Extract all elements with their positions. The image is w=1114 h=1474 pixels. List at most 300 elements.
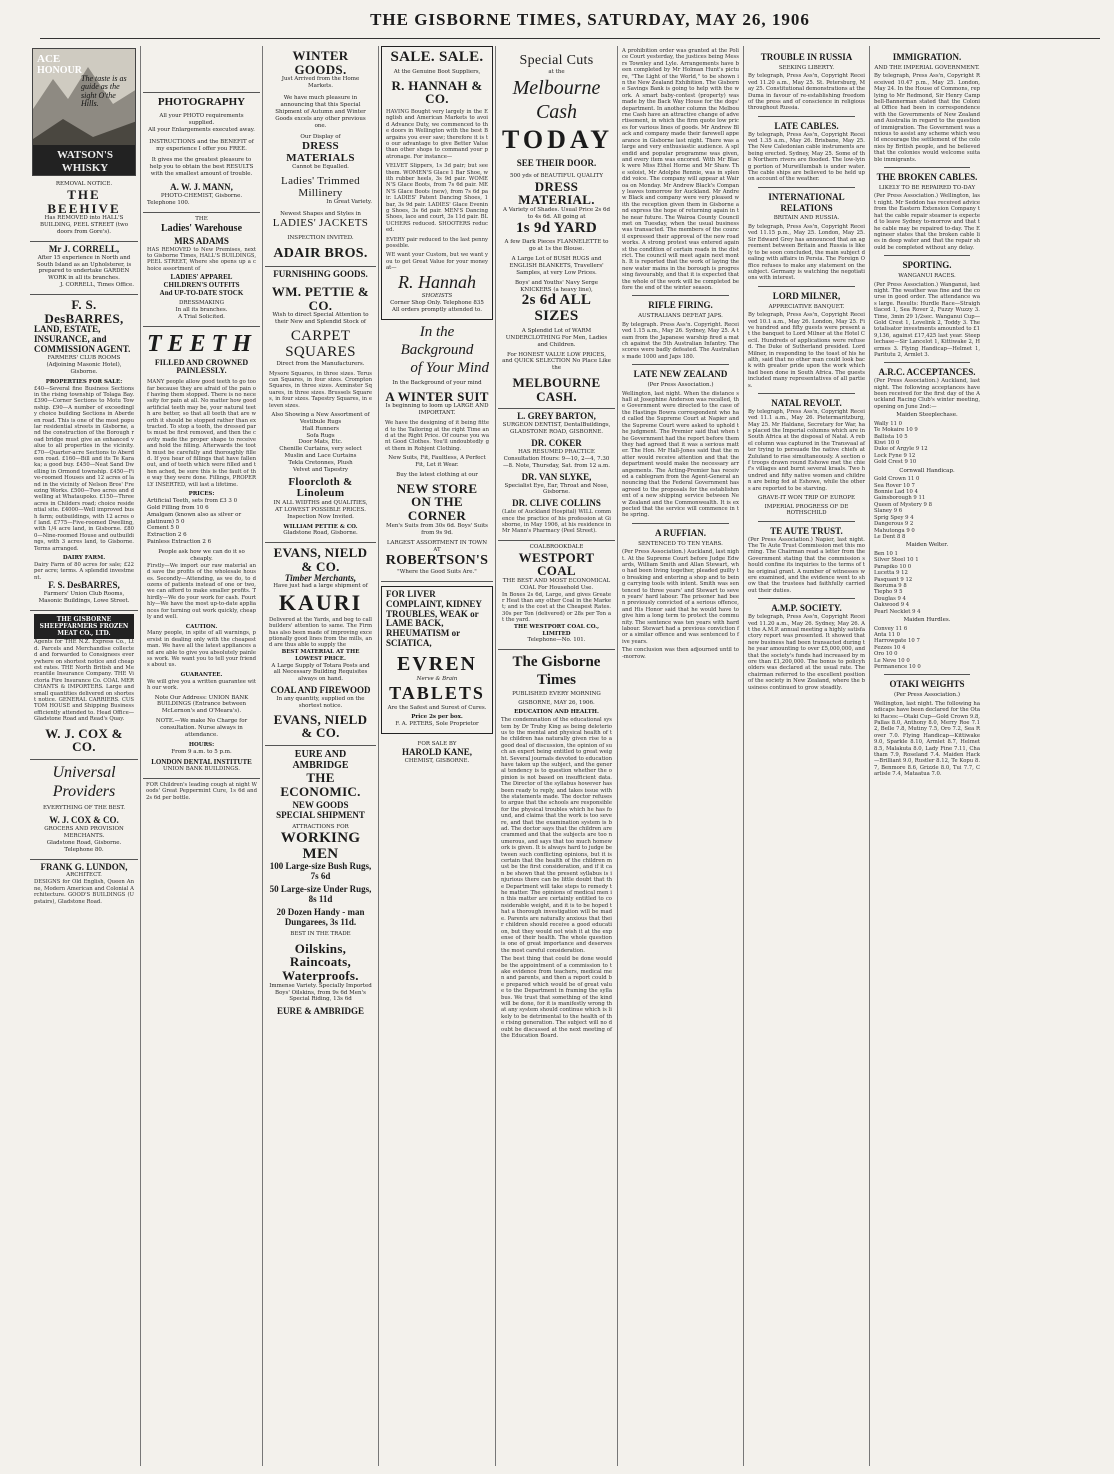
westport-coal-text: In Boxes 2s 6d, Large, and gives Greater Heat than any other Coal in the Market; and is the cost at the Cheapest Rates. 30s per Ton (delivered) or 28s per Ton at the yard. <box>502 591 611 624</box>
trial-text: A Trial Solicited. <box>178 313 225 320</box>
background-subtitle: In the Background of your mind <box>392 379 482 386</box>
eure-ad <box>265 746 376 1022</box>
rifle-text: By telegraph. Press Ass'n. Copyright. Received 1.15 a.m., May 26. Sydney, May 25. A team from the Japanese warship fired a match against the 5th Australian Infantry. The scores were badly defeated. The Australians made 1000 and Japs 180. <box>622 321 739 360</box>
largest-text: LARGEST ASSORTMENT IN TOWN AT <box>386 540 488 554</box>
times-subtitle: PUBLISHED EVERY MORNING <box>512 691 601 698</box>
cough-cure-note: FOR Children's leading cough at night Woods' Great Peppermint Cure, 1s 6d and 2s 6d per bottle. <box>146 782 257 801</box>
barton-name: L. GREY BARTON, <box>517 411 596 422</box>
coker-hours: Consultation Hours: 9—10, 2—4, 7.30—8. Note, Thursday, Sat. from 12 a.m. <box>503 455 610 469</box>
liver-complaint-text: FOR LIVER COMPLAINT, KIDNEY TROUBLES, WEAK or LAME BACK, RHEUMATISM or SCIATICA, <box>386 588 482 649</box>
teeth-ad <box>143 327 260 779</box>
kauri-title: KAURI <box>278 590 363 616</box>
adams-text: HAS REMOVED to New Premises, next to Gisborne Times, HALL'S BUILDINGS, PEEL STREET, Where she opens up a choice assortment of <box>147 246 256 272</box>
arc-text: (Per Press Association.) Auckland, last night. The following acceptances have been received for the first day of the Auckland Racing Club's winter meeting, opening on June 2nd:— <box>874 378 980 410</box>
welter-heading: Maiden Welter. <box>905 542 949 549</box>
winter-suit-subtitle: Is beginning to loom up LARGE AND IMPORTANT. <box>385 403 489 417</box>
entry-line: Douglas 9 4 <box>874 595 906 602</box>
column-4 <box>381 46 493 1466</box>
price-1s9d: 1s 9d YARD <box>515 219 598 236</box>
newest-text: Newest Shapes and Styles in <box>280 211 361 218</box>
coal-firewood-title: COAL AND FIREWOOD <box>270 685 371 696</box>
amp-text: By telegraph, Press Ass'n, Copyright Received 11.20 a.m., May 26. Sydney, May 26. At the A.M.P. annual meeting a highly satisfactory report was presented. It showed that new business had been transacted during the year amounting to over £5,000,000, and that the society's funds had increased by more than £1,200,000. The bonus to policyholders was declared at the usual rate. The chairman referred to the excellent position of the society in New Zealand, where the business continued to grow steadily. <box>748 614 865 691</box>
editorial <box>498 650 615 1042</box>
masthead-rule <box>40 38 1100 39</box>
column-2 <box>143 46 260 1466</box>
entry-line: Gold Crown 11 0 <box>874 476 920 483</box>
display-text: Our Display of <box>300 134 341 141</box>
cox-name: W. J. COX & CO. <box>49 815 119 826</box>
economic-title: THE ECONOMIC. <box>280 770 361 799</box>
price-line: Extraction 2 6 <box>147 532 187 539</box>
desbarres-title: F. S. DesBARRES, <box>44 297 124 326</box>
times-masthead: The Gisborne Times <box>512 654 601 689</box>
desbarres-ad <box>30 295 138 611</box>
winter-suit-text: We have the designing of it being fitted to the Tailoring at the right Time and at the Right Price. Of course you want Good Clothes. You'll undoubtedly get them in Robjent Clothing. <box>385 420 489 452</box>
kane-name: HAROLD KANE, <box>401 747 472 758</box>
background-title: In the Background <box>400 323 474 358</box>
hurdles-heading: Maiden Hurdles. <box>903 616 951 623</box>
westport-telephone: Telephone—No. 101. <box>527 637 586 644</box>
adair-title: ADAIR BROS. <box>273 245 368 261</box>
assortment-item: Hall Runners <box>302 425 339 432</box>
column-divider <box>617 46 618 1466</box>
entry-line: Le Neve 10 0 <box>874 657 910 664</box>
frozen-meat-text: Agents for THE N.Z. Express Co., Ltd. Parcels and Merchandise collected and forwarded to Consignees everywhere on shortest notice and cheapest rates. THE North British and Mercantile Insurance Company. THE Victoria Fire Insurance Co. COAL MERCHANTS & IMPORTERS. Large and small quantities delivered on shortest notice. GENERAL CARRIERS. CUSTOM HOUSE and Shipping Business efficiently attended to. Head Office—Gladstone Road and Read's Quay. <box>34 639 134 723</box>
winter-goods-title: WINTER GOODS. <box>292 48 349 77</box>
hours-heading: HOURS: <box>188 741 215 748</box>
immigration-subheading: AND THE IMPERIAL GOVERNMENT. <box>874 64 980 71</box>
entry-line: Ballista 10 5 <box>874 433 908 440</box>
entry-line: Kiwi 10 0 <box>874 440 900 447</box>
adair-ad <box>265 46 376 267</box>
flat-heading: Cornwall Handicap. <box>899 467 955 474</box>
union-bank-text: UNION BANK BUILDINGS. <box>163 766 240 773</box>
imperial-text: IMPERIAL PROGRESS OF DE ROTHSCHILD <box>764 503 849 517</box>
photo-line: It gives me the greatest pleasure to help you to obtain the best RESULTS with the smallest amount of trouble. <box>149 157 254 178</box>
desbarres-line: COMMISSION AGENT. <box>34 344 131 355</box>
melbourne-cash-ad <box>498 46 615 409</box>
best-material-text: BEST MATERIAL AT THE LOWEST PRICE. <box>281 648 360 662</box>
direct-text: Direct from the Manufacturers. <box>276 360 365 367</box>
trouble-heading: TROUBLE IN RUSSIA <box>760 52 853 62</box>
honour-text: HONOUR <box>37 65 82 76</box>
price-line: Artificial Teeth, sets from £3 3 0 <box>147 497 238 504</box>
milner-text: By telegraph, Press Ass'n, Copyright Received 10.1 a.m., May 26. London, May 25. Five hundred and fifty guests were present at the banquet to Lord Milner at the Hotel Cecil. Hundreds of applications were refused. The Duke of Sutherland presided. Lord Milner, in responding to the toast of his health, said that no other man could look back with greater pride upon the work which had been done in South Africa. The guests included many representatives of all parties. <box>748 312 865 389</box>
entry-line: Parapiko 10 0 <box>874 563 912 570</box>
lnz-heading: LATE NEW ZEALAND <box>633 369 728 380</box>
assortment-item: Chenille Curtains, very select <box>279 446 362 453</box>
entry-line: Oro 10 0 <box>874 651 898 658</box>
education-heading: EDUCATION AND HEALTH. <box>514 708 599 715</box>
otaki-subheading: (Per Press Association.) <box>894 692 960 699</box>
fashion-text: New Suits, Fit, Faultless, A Perfect Fit, Let it Wear. <box>388 455 486 469</box>
entry-line: Convey 11 6 <box>874 625 908 632</box>
slyke-name: DR. VAN SLYKE, <box>521 471 592 482</box>
painlessly-text: PAINLESSLY. <box>176 366 227 376</box>
new-store-title: NEW STORE ON THE CORNER <box>396 480 478 524</box>
sale-subtitle: At the Genuine Boot Suppliers, <box>393 68 481 75</box>
want-text: WE want your Custom, but we want you to get Great Value for your money at— <box>386 252 488 272</box>
floorcloth-title: Floorcloth & Linoleum <box>288 475 353 500</box>
address-note: Note Our Address: UNION BANK BUILDINGS (Entrance between McLernon's and O'Meara's). <box>154 694 249 715</box>
ruffian-heading: A RUFFIAN. <box>655 527 706 538</box>
hannah-text: HAVING Bought very largely in the English and American Markets to avoid Advance Duty, we commenced to the doors in Wellington with the best Bargains you ever saw; therefore it is to our advantage to give Better Value than other shops to command your patronage. For instance— <box>386 108 488 160</box>
pettie-name: WILLIAM PETTIE & CO. <box>283 523 358 530</box>
desbarres-address: FARMERS' CLUB ROOMS (Adjoining Masonic Hotel), Gisborne. <box>46 355 122 375</box>
lundon-subtitle: ARCHITECT. <box>66 872 102 879</box>
mann-telephone: Telephone 100. <box>147 199 190 206</box>
assortment-text: Also Showing a New Assortment of <box>271 411 370 418</box>
squares-title: SQUARES <box>285 343 356 360</box>
times-date: GISBORNE, MAY 26, 1906. <box>518 699 595 706</box>
entry-line: Anta 11 0 <box>874 631 901 638</box>
westport-coal-ad <box>498 541 615 651</box>
caution-text: Many people, in spite of all warnings, persist in dealing only with the cheapest man. We have all the latest appliances and are able to give you absolutely painless work. We want you to tell your friends about us. <box>147 630 256 669</box>
melbourne-cash-name: MELBOURNE CASH. <box>512 375 601 404</box>
timber-text: Timber Merchants, <box>284 572 357 583</box>
lnz-subheading: (Per Press Association.) <box>647 382 714 389</box>
barton-subtitle: SURGEON DENTIST, DentalBuildings, GLADSTONE ROAD, GISBORNE. <box>502 422 611 436</box>
column-7 <box>746 46 867 1466</box>
jackets-title: LADIES' JACKETS <box>272 217 369 230</box>
childrens-text: CHILDREN'S OUTFITS <box>163 280 240 289</box>
entry-line: Tiepho 9 5 <box>874 589 903 596</box>
photo-line: All your Enlargements executed away. <box>148 126 255 133</box>
entry-line: Ikoruma 9 8 <box>874 582 907 589</box>
entry-line: Lock Fyne 9 12 <box>874 452 916 459</box>
coker-name: DR. COKER <box>531 438 582 449</box>
entry-line: Ben 10 1 <box>874 550 898 557</box>
cables-text: By telegraph, Press Ass'n, Copyright Received 1.35 a.m., May 26. Brisbane, May 25. The New Caledonian cable instruments are being erected. Sydney, May 25. Some of the Northern rivers are flooded. The low-lying portion of Murwillumbah is under water. The cable ships are believed to be held up on account of the weather. <box>748 131 865 183</box>
lundon-name: FRANK G. LUNDON, <box>40 861 128 872</box>
new-store-subtitle: Men's Suits from 30s 6d. Boys' Suits from 9s 9d. <box>385 522 489 536</box>
mann-subtitle: PHOTO-CHEMIST, Gisborne. <box>160 192 243 199</box>
people-text: People ask how we can do it so cheaply. <box>158 549 245 562</box>
entry-line: Gainsborough 9 11 <box>874 495 926 502</box>
milner-heading: LORD MILNER, <box>772 290 841 301</box>
desbarres-line: LAND, ESTATE, <box>34 324 101 335</box>
sale-title: SALE. SALE. <box>390 49 484 65</box>
teeth-text: MANY people allow good teeth to go too far because they are afraid of the pain of having them stopped. There is no necessity for pain at all. No matter how good artificial teeth may be, your natural teeth are better, so that all teeth that are worth it should be stopped rather than extracted. To stop a tooth, the dressed parts must be first removed, and then the cavity made the proper shape to receive and hold the filling. Afterwards the tooth must be carefully and thoroughly filled. If you hear of fillings that have fallen out, and of teeth which were filled and then ached, be sure this is the fault of the way they were done. Fillings, PROPERLY INSERTED, will last a lifetime. <box>147 379 256 488</box>
evren-subtitle: Nerve & Brain <box>416 676 458 683</box>
properties-heading: PROPERTIES FOR SALE: <box>45 378 123 385</box>
assortment-item: Sofa Rugs <box>306 432 335 439</box>
guarantee-heading: GUARANTEE. <box>180 671 223 678</box>
providers-title: Providers <box>52 783 116 801</box>
photography-title: PHOTOGRAPHY <box>157 96 246 108</box>
millinery-title: Millinery <box>298 186 343 199</box>
entry-line: Fezzes 10 4 <box>874 644 906 651</box>
broken-cables-text: (Per Press Association.) Wellington, last night. Mr Seddon has received advice from the Eastern Extension Company that the cable repair steamer is expected to leave Sydney to-morrow and that the cable may be repaired to-day. The Engineer states that the broken cable lies in deep water and that the repair should be completed without any delay. <box>874 193 980 251</box>
evans-ad <box>265 543 376 746</box>
milner-subheading: APPRECIATIVE BANQUET. <box>768 303 845 310</box>
squares-text: Mysore Squares, in three sizes. Teruscan Squares, in four sizes. Crompton Squares, in three sizes. Axminster Squares, in three sizes. Brussels Squares, in four sizes. Tapestry Squares, in eleven sizes. <box>269 370 372 409</box>
beehive-title: THE BEEHIVE <box>47 186 121 216</box>
dairy-heading: DAIRY FARM. <box>62 555 106 562</box>
ladies-warehouse-ad <box>143 213 260 327</box>
hannah-title: R. HANNAH & CO. <box>391 77 483 107</box>
melbourne-title: Melbourne <box>512 76 601 99</box>
dressmaking-text: DRESSMAKING <box>178 300 225 307</box>
flannelette-text: A few Dark Pieces FLANNELETTE to go at 1s the Blouse. <box>504 239 609 253</box>
cash-title: Cash <box>535 100 578 123</box>
apparel-text: LADIES' APPAREL <box>170 273 233 282</box>
entry-line: Sprig Spey 9 4 <box>874 514 914 521</box>
attractions-text: ATTRACTIONS FOR <box>292 824 349 831</box>
eure-name: EURE & AMBRIDGE <box>276 1006 364 1017</box>
evans-title: EVANS, NIELD & CO. <box>273 545 368 574</box>
peters-text: F. A. PETERS, Sole Proprietor <box>395 721 479 728</box>
price-text: Price 2s per box. <box>411 714 463 721</box>
trouble-text: By telegraph, Press Ass'n, Copyright Received 11.20 a.m., May 25. St. Petersburg, May 25. Constitutional demonstrations at the Duma in favour of re-establishing freedom of the press and of conscience in religious throughout Russia. <box>748 73 865 112</box>
inspection-text: Inspection Now Invited. <box>287 513 354 520</box>
rifle-subheading: AUSTRALIANS DEFEAT JAPS. <box>638 313 723 320</box>
pettie-address: Gladstone Road, Gisborne. <box>283 530 358 537</box>
tablets-title: TABLETS <box>389 683 485 703</box>
evans-name: EVANS, NIELD & CO. <box>273 711 368 741</box>
beehive-subtitle: Has REMOVED into HALL'S BUILDING, PEEL STREET (two doors from Gore's). <box>39 215 129 235</box>
page-title: THE GISBORNE TIMES, SATURDAY, MAY 26, 1906 <box>370 10 810 29</box>
knickers-text: Boys' and Youths' Navy Serge KNICKERS (a heavy line), <box>515 279 598 293</box>
natal-heading: NATAL REVOLT. <box>771 397 842 408</box>
assortment-item: Door Mats, Etc. <box>298 439 343 446</box>
filled-text: FILLED AND CROWNED <box>154 357 249 367</box>
see-door-text: SEE THEIR DOOR. <box>516 157 597 168</box>
furnishing-title: FURNISHING GOODS. <box>273 269 368 280</box>
entry-line: Mahutonga 9 0 <box>874 527 915 534</box>
consultation-note: NOTE.—We make No Charge for consultation. Nurse always in attendance. <box>155 718 248 738</box>
photography-ad <box>143 92 260 213</box>
cox-title: W. J. COX & CO. <box>45 725 123 755</box>
ladies-warehouse-title: Ladies' Warehouse <box>160 222 243 234</box>
teeth-title: TEETH <box>147 330 258 357</box>
westport-coal-subtitle: THE BEST AND MOST ECONOMICAL COAL For Household Use. <box>502 577 611 591</box>
photo-line: INSTRUCTIONS and the BENEFIT of my experience I offer you FREE. <box>149 138 254 152</box>
entry-line: Te Mokaire 10 9 <box>874 427 918 434</box>
entry-line: Gold Crest 9 10 <box>874 459 917 466</box>
pettie-title: WM. PETTIE & CO. <box>271 284 370 313</box>
sporting-text: (Per Press Association.) Wanganui, last night. The weather was fine and the course in good order. The attendance was large. Results: Hurdle Race—Straightlaced 1, Sea Rover 2, Fuzzy Wuzzy 3. Time, 3min 29 1/2sec. Wanganui Cup—Gold Crest 1, Lovelink 2, Toddy 3. The totalisator investments amounted to £19,136, against £17,425 last year. Steeplechase—Sir Lancelot 1, Kittiwake 2, Hermes 3. Flying Handicap—Helmet 1, Paritutu 2, Armlet 3. <box>874 281 980 358</box>
removal-notice: REMOVAL NOTICE. <box>55 181 113 187</box>
everything-text: EVERYTHING OF THE BEST. <box>43 805 125 812</box>
price-line: Painless Extraction 2 6 <box>147 539 212 546</box>
entry-line: Slaney 9 6 <box>874 508 903 515</box>
collins-name: DR. CLIVE COLLINS <box>512 498 601 509</box>
frozen-meat-ad <box>30 611 138 760</box>
closing-text: The conclusion was then adjourned until to-morrow. <box>622 647 739 660</box>
dress-materials-title: DRESS MATERIALS <box>286 140 355 164</box>
column-divider <box>262 46 263 1466</box>
assortment-item: Velvet and Tapestry <box>293 466 348 473</box>
entry-line: Le Dent 8 8 <box>874 533 906 540</box>
doctors-ads <box>498 409 615 540</box>
at-text: at the <box>548 68 565 75</box>
winter-goods-text: We have much pleasure in announcing that this Special Shipment of Autumn and Winter Goods excels any other previous one. <box>275 95 366 129</box>
westport-company: THE WESTPORT COAL CO., LIMITED <box>513 623 600 637</box>
hours-text: From 9 a.m. to 5 p.m. <box>171 748 232 755</box>
ace-text: ACE <box>37 53 61 65</box>
kane-subtitle: CHEMIST, GISBORNE. <box>404 757 470 764</box>
kauri-text: Delivered at the Yards, and beg to call builders' attention to same. The Firm has also been made of improving exceptionally good lines from the mills, and are thus able to supply the <box>269 616 372 649</box>
entry-line: Bonnie Lad 10 4 <box>874 489 918 496</box>
entry-line: Wally 11 0 <box>874 420 902 427</box>
broken-cables-heading: THE BROKEN CABLES. <box>876 172 978 183</box>
entry-line: Duke of Argyle 9 12 <box>874 446 928 453</box>
robertson-title: ROBERTSON'S <box>385 553 489 569</box>
ruffian-subheading: SENTENCED TO TEN YEARS. <box>638 540 723 547</box>
dairy-text: Dairy Farm of 80 acres for sale; £22 per acre; terms. A splendid investment. <box>34 561 134 581</box>
column-3 <box>265 46 376 1466</box>
supply-text: A Large Supply of Totara Posts and all Necessary Building Requisites always on hand. <box>271 662 370 683</box>
amp-heading: A.M.P. SOCIETY. <box>771 603 842 614</box>
orders-text: All orders promptly attended to. <box>392 307 482 313</box>
sporting-subheading: WANGANUI RACES. <box>898 272 956 279</box>
robertson-subtitle: "Where the Good Suits Are." <box>397 568 477 575</box>
editorial-text: The condemnation of the educational system by Dr Truby King as being deleterious to the mental and physical health of the children has naturally given rise to a good deal of discussion, the opinion of such an expert being entitled to great weight. Several journals devoted to education have taken up the subject, and the general tendency is to question whether the opinion is not based on insufficient data. The Director of the syllabus however has been ready to reply, and takes issue with the statements made. The doctor refuses to argue that the schools are responsible for the physical troubles which he has found, and claims that the work is too severe, and that the examination system is bad. The doctor says that the children are crammed and that the subjects are too numerous, and says that too much homework is given. It is always hard to judge between such conflicting opinions, but it is certain that the health of the children must be the first consideration, and if it can be shown that the present syllabus is injurious there can be little doubt that the Department will take steps to remedy the matter. The opinions of medical men in this matter are certainly entitled to considerable weight, and it is to be hoped that a thorough investigation will be made. Parents are naturally anxious that their children should receive a good education, but they would not wish it at the expense of their health. The whole question is one of great importance and deserves the most careful consideration. <box>501 717 613 954</box>
column-divider <box>495 46 496 1466</box>
column-6 <box>620 46 741 1466</box>
entry-line: Pearl Necklet 9 4 <box>874 608 921 615</box>
aute-text: (Per Press Association.) Napier, last night. The Te Aute Trust Commission met this morning. The Chairman read a letter from the Government stating that the commission should confine its inquiries to the terms of the original grant. A number of witnesses were examined, and the evidence went to show that the trustees had faithfully carried out their duties. <box>748 536 865 594</box>
desbarres-line: INSURANCE, and <box>34 334 107 345</box>
beehive-ad <box>30 178 138 242</box>
local-news-text: A prohibition order was granted at the Police Court yesterday, the justices being Messrs Townley and Lyle. Arrangements have been completed by Mr Holman Hunt's picture, "The Light of the World," to be shown in the New Zealand Exhibition. The Gisborne Savings Bank is going to help with the work. A smart baby-contest (property) was made by the Back Way House for the dogs' department. In another column the Melbourne Cash have an attractive change of advertisement, in which the firm quote low prices for various lines of goods. Mr Andrew Black and company made their farewell appearance in Gisborne last night. There was a large and very enthusiastic audience. A splendid and popular programme was given, and every item was encored. With Mr Black were Miss Ethel Horne and Mr Shaw. The soloist, Mr Adolphe Rennie, was in splendid voice. The company will appear at Wairoa on Monday. Mr Andrew Black's Company leaves tomorrow for Auckland. Mr Andrew Black and company were very pleased with the reception given them in Gisborne and express the hope of returning again in the near future. The Wairoa County Council met on Tuesday, when the usual business was transacted. The members of the council expressed their approval of the new road works. A strong protest was entered against the condition of certain roads in the district. The council will meet again next month. It is reported that the work of laying the new water mains in the borough is progressing favourably, and that it is expected that the whole of the work will be completed before the end of the winter season. <box>622 48 739 292</box>
desbarres-signature: F. S. DesBARRES, <box>48 580 120 591</box>
buy-text: Buy the latest clothing at our <box>396 471 478 478</box>
london-dental-title: LONDON DENTAL INSTITUTE <box>151 757 252 766</box>
westport-coal-title: WESTPORT COAL <box>518 549 595 579</box>
working-men-title: WORKING MEN <box>280 829 361 862</box>
masthead <box>0 0 1114 36</box>
special-cuts-title: Special Cuts <box>519 53 594 68</box>
assortment-item: Muslin and Lace Curtains <box>284 453 357 460</box>
background-title-2: of Your Mind <box>410 359 489 376</box>
assortment-item: Tekla Cretonnes, Plush <box>288 460 353 467</box>
intl-subheading: BRITAIN AND RUSSIA. <box>773 215 840 222</box>
whisky-illustration <box>32 48 136 176</box>
entry-line: Lucetta 9 12 <box>874 570 908 577</box>
hannah-ad <box>381 46 493 320</box>
eure-title: EURE AND AMBRIDGE <box>292 749 349 772</box>
yards-text: 500 yds of BEAUTIFUL QUALITY <box>510 172 603 179</box>
shoeists-text: SHOEISTS <box>421 293 453 300</box>
price-line: Cement 5 0 <box>147 525 180 532</box>
universal-title: Universal <box>52 763 116 781</box>
correll-ad <box>30 242 138 295</box>
evren-title: EVREN <box>396 653 477 676</box>
inspection-text: INSPECTION INVITED. <box>287 234 354 241</box>
correll-text: After 15 experience in North and South Island as an Upholsterer, is prepared to undertake GARDEN WORK in all its branches. <box>36 254 132 282</box>
pettie-ad <box>265 267 376 543</box>
sporting-heading: SPORTING. <box>902 260 952 271</box>
immigration-text: By telegraph, Press Ass'n, Copyright Received 10.47 p.m., May 25. London, May 24. In the House of Commons, replying to Mr Redmond, Sir Henry Campbell-Bannerman stated that the Colonial Office had been in correspondence with the Governments of New Zealand and Australia in regard to the question of immigration. The Government was anxious to assist any scheme which would encourage the settlement of the colonies by British people, and he believed that the colonies would welcome suitable immigrants. <box>874 73 980 163</box>
maiden-heading: Maiden Steeplechase. <box>896 412 958 419</box>
corner-shop-text: Corner Shop Only. Telephone 835 <box>390 300 484 307</box>
rifle-heading: RIFLE FIRING. <box>648 300 713 311</box>
correll-name: Mr J. CORRELL, <box>48 243 120 254</box>
cables-heading: LATE CABLES. <box>774 120 839 131</box>
caution-heading: CAUTION. <box>185 623 218 630</box>
pettie-subtitle: Wish to direct Special Attention to their New and Splendid Stock of <box>272 312 369 326</box>
photo-line: All your PHOTO requirements supplied. <box>159 113 244 126</box>
for-sale-text: FOR SALE BY <box>417 741 457 748</box>
dress-material-title: DRESS MATERIAL. <box>518 178 595 208</box>
today-title: TODAY <box>502 124 614 154</box>
otaki-text: Wellington, last night. The following handicaps have been declared for the Otaki Races:—Otaki Cup—Gold Crown 9.8, Pallas 8.0, Anthony 8.0, Merry Roe 7.12, Belle 7.8, Mutiny 7.5, Oro 7.2, Sea Rover 7.0. Flying Handicap—Kittiwake 9.0, Sparkle 8.10, Armlet 8.7, Helmet 8.5, Malakuta 8.0, Lady Fine 7.11, Chatham 7.9, Roseland 7.4. Maiden Hack—Brilliant 9.0, Rustler 8.12, Te Kopu 8.7, Benmore 8.6, Grizzle 8.0, Tui 7.7, Carlisle 7.4, Mataatua 7.0. <box>874 700 980 778</box>
winter-goods-subtitle: Just Arrived from the Home Markets. <box>281 76 360 90</box>
slogan-text: The taste is as guide as the sight O'the Hills. <box>81 74 127 109</box>
entry-line: Harrowgate 10 7 <box>874 638 920 645</box>
adams-name: MRS ADAMS <box>174 235 229 246</box>
trade-text: BEST IN THE TRADE <box>290 930 351 937</box>
shipment-text: SPECIAL SHIPMENT <box>276 810 365 821</box>
robertson-ad <box>381 320 493 582</box>
brand-text: WATSON'S WHISKY <box>56 149 114 175</box>
lundon-ad <box>30 860 138 910</box>
offer-line: 50 Large-size Under Rugs, 8s 11d <box>269 884 372 905</box>
intl-heading: INTERNATIONAL RELATIONS <box>768 191 845 213</box>
broken-cables-subheading: LIKELY TO BE REPAIRED TO-DAY <box>878 184 976 191</box>
lowest-text: AT LOWEST POSSIBLE PRICES. <box>275 506 366 513</box>
aute-heading: TE AUTE TRUST. <box>770 525 843 536</box>
uptodate-text: And UP-TO-DATE STOCK <box>159 288 244 297</box>
the-text: THE <box>195 215 208 222</box>
lundon-text: DESIGNS for Old English, Queen Anne, Modern American and Colonial Architecture. GOOD'S BUILDINGS (Upstairs), Gladstone Road. <box>34 879 134 905</box>
correll-address: J. CORRELL, Times Office. <box>60 282 134 289</box>
cox-address: Gladstone Road, Gisborne. Telephone 80. <box>46 839 122 853</box>
rugs-text: A Large Lot of BUSH RUGS and ENGLISH BLANKETS, Travellers' Samples, at very Low Prices. <box>509 256 604 276</box>
have-text: Have just had a large shipment of <box>273 583 368 590</box>
hannah-signature: R. Hannah <box>398 271 476 292</box>
variety-text: A Variety of Shades. Usual Price 2s 6d to 4s 6d. All going at <box>502 206 610 220</box>
price-line: Gold Filling from 10 6 <box>147 504 209 511</box>
collins-text: (Late of Auckland Hospital) WILL commence the practice of his profession at Gisborne, in May 1906, at his residence in Mr Mann's Pharmacy (Peel Street). <box>502 509 611 535</box>
prices-heading: PRICES: <box>188 491 215 498</box>
coalbrookdale-text: COALBROOKDALE <box>529 543 584 550</box>
grocers-text: GROCERS AND PROVISION MERCHANTS. <box>44 826 124 839</box>
slyke-subtitle: Specialist Eye, Ear, Throat and Nose, Gisborne. <box>504 482 609 496</box>
column-divider <box>378 46 379 1466</box>
carpet-title: CARPET <box>290 328 351 345</box>
ruffian-text: (Per Press Association.) Auckland, last night. At the Supreme Court before Judge Edwards, William Smith and Allan Stewart, who had been living together, pleaded guilty to breaking and entering a shop and to being carrying tools with intent. Smith was sentenced to three years' and Stewart to seven years' hard labour. The prisoner had been previously convicted of a serious offence, and His Honor said that he would have to give him a long term to protect the community. The sentence was ten years with hard labour. Stewart had a previous conviction for a similar offence and was sentenced to five years. <box>622 549 739 645</box>
coal-firewood-subtitle: In any quantity, supplied on the shortest notice. <box>276 696 365 709</box>
column-divider <box>140 46 141 1466</box>
tablets-subtitle: Are the Safest and Surest of Cures. <box>387 704 487 711</box>
offer-line: 20 Dozen Handy - man Dungarees, 3s 11d. <box>276 907 365 927</box>
immigration-heading: IMMIGRATION. <box>892 52 962 62</box>
intl-text: By telegraph, Press Ass'n, Copyright Received 11.15 p.m., May 25. London, May 25. Sir Edward Grey has announced that an agreement between Britain and Russia is likely to be soon concluded, the main subject dealing with affairs in Persia. The Foreign Office refuses to make any statement on the subject. Germany is watching the negotiations with interest. <box>748 224 865 282</box>
assortment-item: Vestibule Rugs <box>299 418 342 425</box>
branches-text: In all its branches. <box>175 307 228 314</box>
price-line: Amalgam (known also as silver or platinum) 5 0 <box>147 511 242 525</box>
entry-line: Sea Rover 10 7 <box>874 482 915 489</box>
mann-name: A. W. J. MANN, <box>170 182 233 193</box>
price-2s6d: 2s 6d ALL SIZES <box>521 292 592 325</box>
new-goods-text: NEW GOODS <box>292 800 349 811</box>
oilskins-text: Immense Variety. Specially Imported Boys' Oilskins, from 9s 6d Men's Special Riding, 13s 6d <box>269 982 372 1003</box>
trouble-subheading: SEEKING LIBERTY. <box>778 64 835 71</box>
otaki-heading: OTAKI WEIGHTS <box>889 679 965 690</box>
arc-heading: A.R.C. ACCEPTANCES. <box>878 367 976 378</box>
column-5 <box>498 46 615 1466</box>
entry-line: Pasquant 9 12 <box>874 576 913 583</box>
entry-line: Permanence 10 0 <box>874 664 921 670</box>
column-1 <box>30 46 138 1466</box>
people-body: Firstly—We import our raw material and save the profits of the wholesale houses. Secondly—Attending, as we do, to dozens of patients instead of one or two, we can afford to make smaller profits. Thirdly—We do your work for cash. Fourthly—We have the most up-to-date appliances for turning out work quickly, cheaply and well. <box>147 562 256 621</box>
column-divider <box>743 46 744 1466</box>
trimmed-title: Ladies' Trimmed <box>281 175 360 188</box>
underclothing-text: A Splendid Lot of WARM UNDERCLOTHING For Men, Ladies and Children. <box>505 327 608 348</box>
